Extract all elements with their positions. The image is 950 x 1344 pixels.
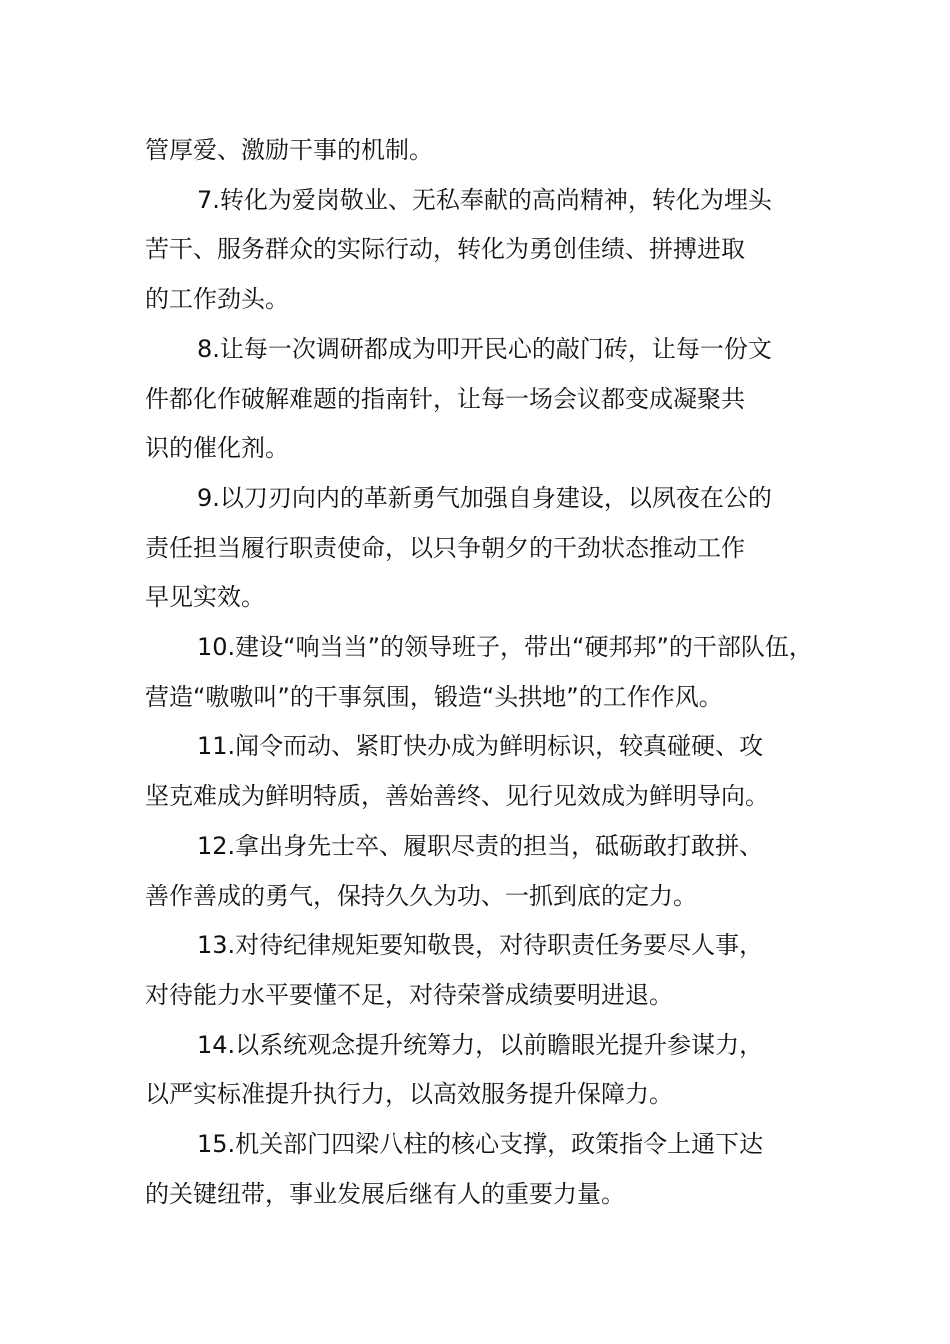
- paragraph-11: [145, 722, 809, 821]
- text-line: 7.转化为爱岗敬业、无私奉献的高尚精神，转化为埋头: [197, 185, 772, 214]
- text-line: 责任担当履行职责使命，以只争朝夕的干劲状态推动工作: [145, 533, 745, 562]
- text-line: 识的催化剂。: [145, 434, 289, 463]
- text-line: 以严实标准提升执行力，以高效服务提升保障力。: [145, 1080, 673, 1109]
- text-line: 坚克难成为鲜明特质，善始善终、见行见效成为鲜明导向。: [145, 782, 769, 811]
- text-line: 早见实效。: [145, 583, 265, 612]
- text-line: 15.机关部门四梁八柱的核心支撑，政策指令上通下达: [197, 1130, 764, 1159]
- text-line: 营造“嗷嗷叫”的干事氛围，锻造“头拱地”的工作作风。: [145, 682, 723, 711]
- text-line: 12.拿出身先士卒、履职尽责的担当，砥砺敢打敢拼、: [197, 831, 764, 860]
- text-line: 9.以刀刃向内的革新勇气加强自身建设，以夙夜在公的: [197, 483, 772, 512]
- text-line: 8.让每一次调研都成为叩开民心的敲门砖，让每一份文: [197, 334, 772, 363]
- text-line: 对待能力水平要懂不足，对待荣誉成绩要明进退。: [145, 980, 673, 1009]
- paragraph-8: [145, 325, 809, 474]
- paragraph-9: [145, 474, 809, 623]
- text-line: 善作善成的勇气，保持久久为功、一抓到底的定力。: [145, 881, 697, 910]
- paragraph-12: [145, 822, 809, 921]
- paragraph-13: [145, 921, 809, 1020]
- paragraph-10: [145, 623, 813, 722]
- text-line: 管厚爱、激励干事的机制。: [145, 136, 433, 164]
- text-line: 苦干、服务群众的实际行动，转化为勇创佳绩、拼搏进取: [145, 235, 745, 264]
- paragraph-15: [145, 1120, 809, 1219]
- text-line: 的工作劲头。: [145, 285, 289, 314]
- document-body: [145, 126, 813, 1219]
- text-line: 件都化作破解难题的指南针，让每一场会议都变成凝聚共: [145, 384, 745, 413]
- paragraph-7: [145, 176, 809, 325]
- text-line: 13.对待纪律规矩要知敬畏，对待职责任务要尽人事，: [197, 931, 764, 960]
- text-line: 14.以系统观念提升统筹力，以前瞻眼光提升参谋力，: [197, 1030, 764, 1059]
- text-line: 11.闻令而动、紧盯快办成为鲜明标识，较真碰硬、攻: [197, 732, 764, 761]
- text-line: 的关键纽带，事业发展后继有人的重要力量。: [145, 1179, 625, 1208]
- paragraph-14: [145, 1021, 809, 1120]
- paragraph-6-continuation: [145, 126, 809, 176]
- text-line: 10.建设“响当当”的领导班子，带出“硬邦邦”的干部队伍，: [197, 633, 813, 662]
